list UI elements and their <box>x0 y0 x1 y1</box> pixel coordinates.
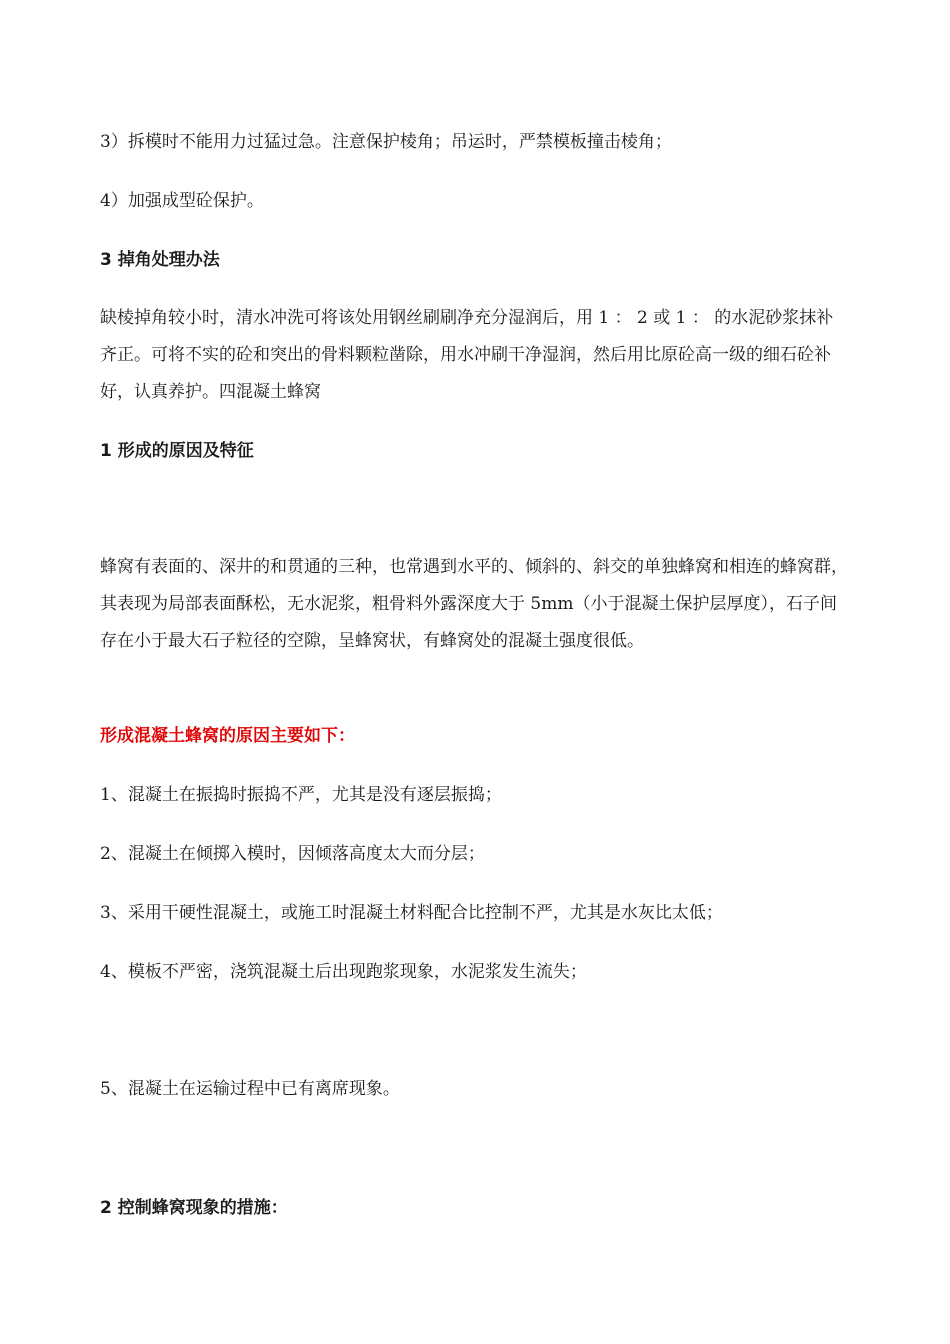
cause-item-4: 4、模板不严密，浇筑混凝土后出现跑浆现象，水泥浆发生流失； <box>100 962 587 982</box>
list-item-3: 3）拆模时不能用力过猛过急。注意保护棱角；吊运时，严禁模板撞击棱角； <box>100 132 672 152</box>
cause-item-2: 2、混凝土在倾掷入模时，因倾落高度太大而分层； <box>100 844 485 864</box>
section-heading-1: 1 形成的原因及特征 <box>100 441 254 461</box>
cause-item-3: 3、采用干硬性混凝土，或施工时混凝土材料配合比控制不严，尤其是水灰比太低； <box>100 903 723 923</box>
cause-item-1: 1、混凝土在振捣时振捣不严，尤其是没有逐层振捣； <box>100 785 502 805</box>
red-heading-causes: 形成混凝土蜂窝的原因主要如下： <box>100 726 355 746</box>
paragraph-corner-repair: 缺棱掉角较小时，清水冲洗可将该处用钢丝刷刷净充分湿润后，用 1 ： 2 或 1 ： 的水泥砂浆抹补齐正。可将不实的砼和突出的骨料颗粒凿除，用水冲刷干净湿润，然后用比原砼高一级的细石砼补好，认真养护。四混凝土蜂窝 <box>100 308 834 402</box>
paragraph-honeycomb-features: 蜂窝有表面的、深井的和贯通的三种，也常遇到水平的、倾斜的、斜交的单独蜂窝和相连的蜂窝群，其表现为局部表面酥松，无水泥浆，粗骨料外露深度大于 5mm（小于混凝土保护层厚度），石子间存在小于最大石子粒径的空隙，呈蜂窝状，有蜂窝处的混凝土强度很低。 <box>100 557 848 651</box>
section-heading-3: 3 掉角处理办法 <box>100 250 220 270</box>
list-item-4: 4）加强成型砼保护。 <box>100 191 264 211</box>
section-heading-2: 2 控制蜂窝现象的措施： <box>100 1198 288 1218</box>
cause-item-5: 5、混凝土在运输过程中已有离席现象。 <box>100 1079 400 1099</box>
